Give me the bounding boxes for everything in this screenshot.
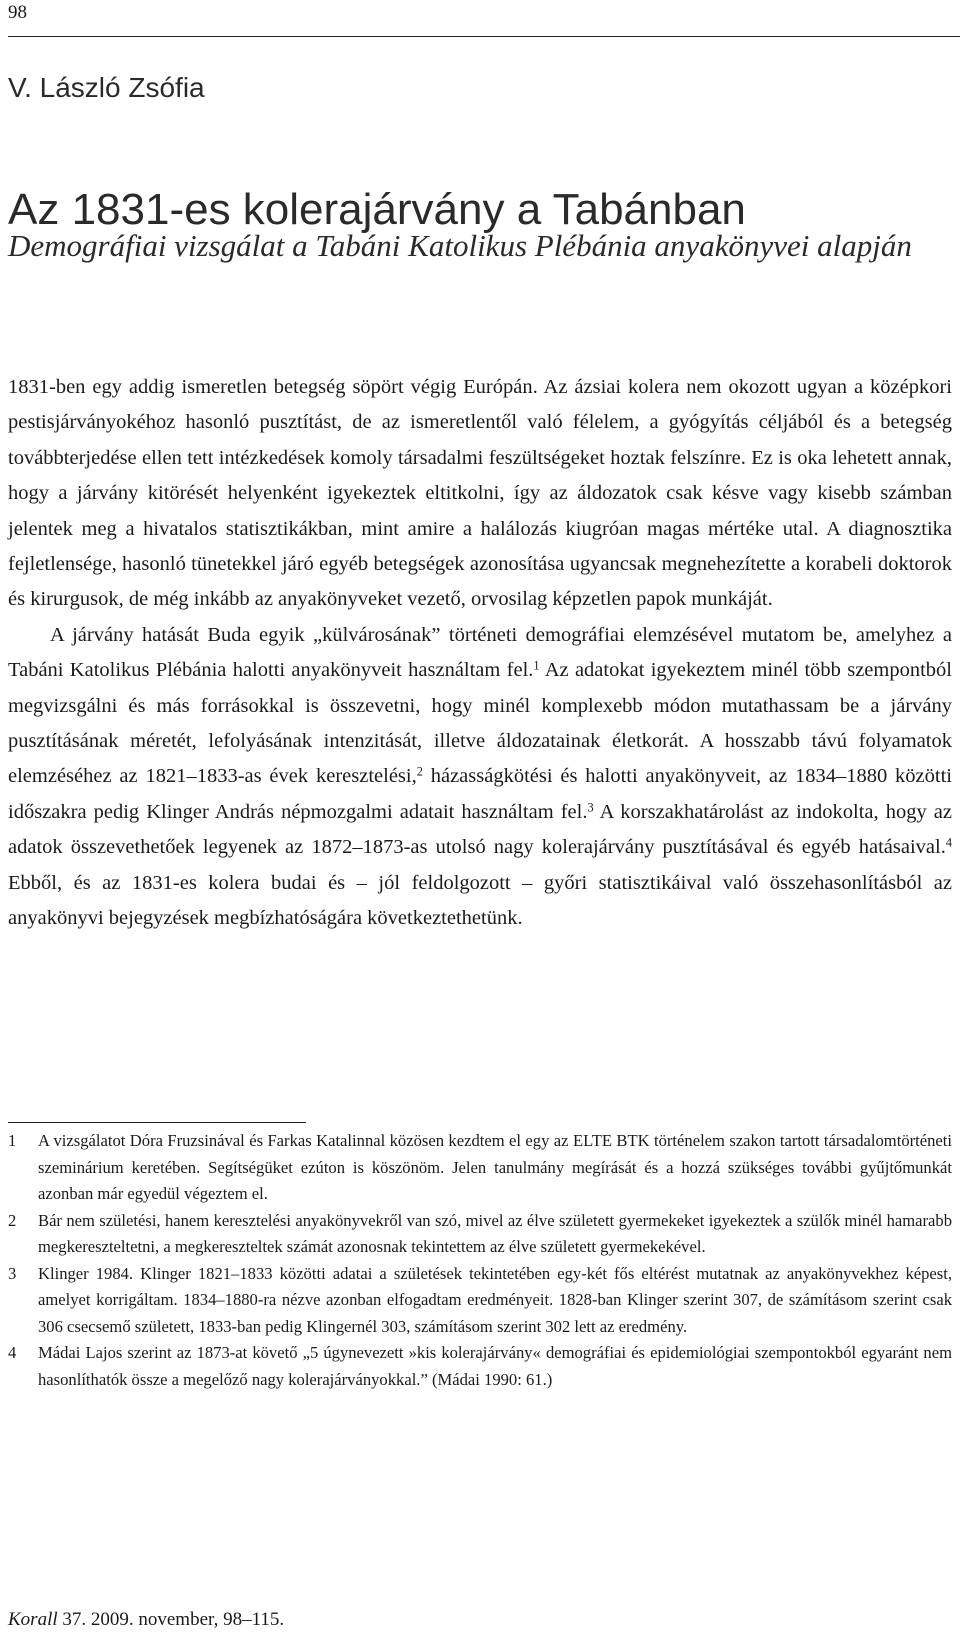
footnote-text: Bár nem születési, hanem keresztelési anyakönyvekről van szó, mivel az élve született gyermekeket igyekeztek a szülők minél hamarabb megkereszteltetni, a megkereszteltek számát azonosnak tekintettem az élve született gyermekekével. — [38, 1210, 952, 1256]
paragraph-2-text-e: Ebből, és az 1831-es kolera budai és – jól feldolgozott – győri statisztikáival való összehasonlításból az anyakönyvi bejegyzések megbízhatóságára következtethetünk. — [8, 871, 952, 930]
footnote-number: 1 — [8, 1131, 17, 1150]
footnote-2 — [8, 1208, 952, 1261]
author-name: V. László Zsófia — [8, 72, 205, 103]
paragraph-1: 1831-ben egy addig ismeretlen betegség söpört végig Európán. Az ázsiai kolera nem okozott ugyan a középkori pestisjárványokéhoz hasonló pusztítást, de az ismeretlentől való félelem, a gyógyítás céljából és a betegség továbbterjedése ellen tett intézkedések komoly társadalmi feszültségeket hoztak felszínre. Ez is oka lehetett annak, hogy a járvány kitörését helyenként igyekeztek eltitkolni, így az áldozatok csak késve vagy kisebb számban jelentek meg a hivatalos statisztikákban, mint amire a halálozás kiugróan magas mértéke utal. A diagnosztika fejletlensége, hasonló tünetekkel járó egyéb betegségek azonosítása ugyancsak megnehezítette a korabeli doktorok és kirurgusok, de még inkább az anyakönyveket vezető, orvosilag képzetlen papok munkáját. — [8, 376, 952, 611]
footnote-ref-4[interactable]: 4 — [945, 835, 952, 850]
footnote-text: A vizsgálatot Dóra Fruzsinával és Farkas Katalinnal közösen kezdtem el egy az ELTE BTK történelem szakon tartott társadalomtörténeti szeminárium keretében. Segítségüket ezúton is köszönöm. Jelen tanulmány megírását és a hozzá szükséges további gyűjtőmunkát azonban már egyedül végeztem el. — [38, 1131, 952, 1203]
footnote-4 — [8, 1340, 952, 1393]
footnote-ref-2[interactable]: 2 — [416, 764, 423, 779]
page-number: 98 — [8, 2, 27, 23]
paragraph-2-text-c: házasságkötési és halotti anyakönyveit, az 1834–1880 közötti időszakra pedig Klinger András népmozgalmi adatait használtam fel. — [8, 765, 952, 823]
paragraph-2-text-b: Az adatokat igyekeztem minél több szempontból megvizsgálni és más forrásokkal is összevetni, hogy minél komplexebb módon mutathassam be a járvány pusztításának méretét, lefolyásának intenzitását, illetve áldozatainak életkorát. A hosszabb távú folyamatok elemzéséhez az 1821–1833-as évek keresztelési, — [8, 659, 952, 788]
footnote-1 — [8, 1128, 952, 1208]
page-footer — [8, 1607, 284, 1633]
footnote-3 — [8, 1261, 952, 1341]
paragraph-2-text-a: A járvány hatását Buda egyik „külvárosának” történeti demográfiai elemzésével mutatom be, amelyhez a Tabáni Katolikus Plébánia halotti anyakönyveit használtam fel. — [8, 623, 952, 682]
footnote-text: Klinger 1984. Klinger 1821–1833 közötti adatai a születések tekintetében egy-két fős eltérést mutatnak az anyakönyvekhez képest, amelyet korrigáltam. 1834–1880-ra nézve azonban elfogadtam eredményeit. 1828-ban Klinger szerint 307, de számításom szerint csak 306 csecsemő született, 1833-ban pedig Klingernél 303, számításom szerint 302 lett az eredmény. — [38, 1263, 952, 1336]
footnote-number: 3 — [8, 1263, 17, 1283]
footnote-text: Mádai Lajos szerint az 1873-at követő „5 úgynevezett »kis kolerajárvány« demográfiai és epidemiológiai szempontokból egyaránt nem hasonlíthatók össze a megelőző nagy kolerajárványokkal.” (Mádai 1990: 61.) — [38, 1343, 952, 1389]
paragraph-2-text-d: A korszakhatárolást az indokolta, hogy az adatok összevethetőek legyenek az 1872–1873-as utolsó nagy kolerajárvány pusztításával és egyéb hatásaival. — [8, 800, 952, 859]
footnote-number: 2 — [8, 1210, 17, 1230]
footnotes — [8, 1128, 952, 1393]
article-body — [8, 370, 952, 937]
footnote-number: 4 — [8, 1343, 17, 1362]
paragraph-2 — [8, 618, 952, 937]
journal-citation: 37. 2009. november, 98–115. — [57, 1609, 285, 1630]
footnote-ref-3[interactable]: 3 — [587, 800, 594, 815]
footnote-ref-1[interactable]: 1 — [533, 658, 540, 673]
header-rule — [8, 36, 960, 37]
article-title: Az 1831-es kolerajárvány a Tabánban — [8, 185, 746, 235]
article-subtitle: Demográfiai vizsgálat a Tabáni Katolikus Plébánia anyakönyvei alapján — [8, 228, 912, 263]
footnote-rule — [8, 1122, 306, 1123]
journal-name: Korall — [8, 1609, 58, 1630]
